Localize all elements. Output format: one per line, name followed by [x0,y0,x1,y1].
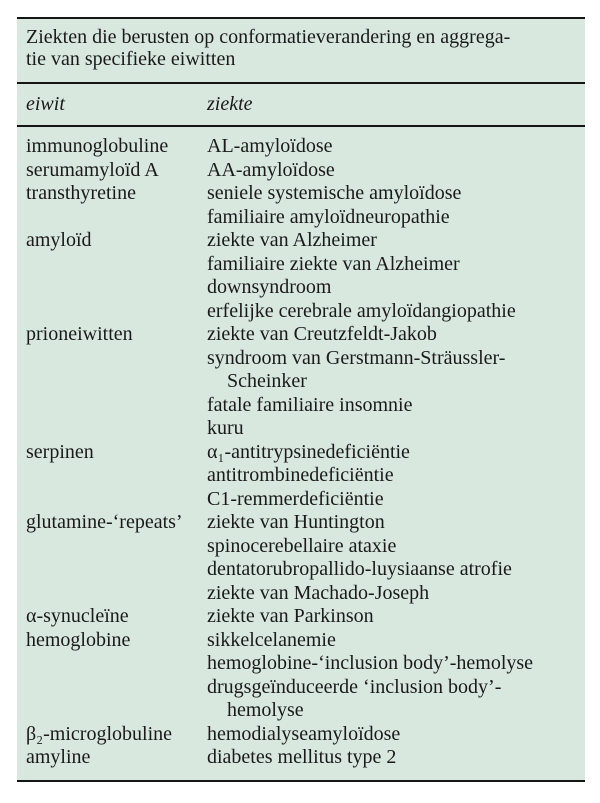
table-row [26,441,585,512]
disease-line: ziekte van Creutzfeldt-Jakob [207,323,437,345]
disease-line: AL-amyloïdose [207,135,333,157]
disease-line: sikkelcelanemie [207,628,336,651]
disease-line: ziekte van Huntington [207,511,385,533]
protein-cell: amyline [26,746,91,768]
protein-cell: α-synucleïne [26,605,129,627]
disease-line: familiaire amyloïdneuropathie [207,205,450,228]
table-row [26,723,585,747]
disease-line: AA-amyloïdose [207,158,335,181]
disease-line-continuation: hemolyse [227,699,304,721]
disease-cell [207,159,585,183]
table-row [26,323,585,441]
disease-cell [207,229,585,323]
disease-cell [207,323,585,441]
disease-line: fatale familiaire insomnie [207,393,413,416]
protein-cell: immunoglobuline [26,135,169,157]
protein-cell: serumamyloïd A [26,158,159,181]
table-body [17,127,585,780]
table-row [26,605,585,629]
disease-line: downsyndroom [207,276,332,298]
table-title-line-2: tie van specifieke eiwitten [26,48,236,70]
column-header-ziekte: ziekte [207,93,253,115]
disease-cell [207,511,585,605]
disease-cell [207,723,585,747]
disease-line: ziekte van Parkinson [207,605,374,627]
disease-cell [207,746,585,770]
disease-line: familiaire ziekte van Alzheimer [207,252,460,275]
table-title [17,19,585,84]
disease-line: diabetes mellitus type 2 [207,746,397,768]
disease-line-continuation: Scheinker [227,370,307,392]
disease-line: syndroom van Gerstmann-Sträussler- [207,346,506,369]
disease-line: α₁-antitrypsinedeficiëntie [207,440,410,463]
table-row [26,182,585,229]
protein-cell: glutamine-‘repeats’ [26,511,183,533]
disease-line: dentatorubropallido-luysiaanse atrofie [207,558,512,580]
disease-line: kuru [207,417,244,439]
disease-line: ziekte van Alzheimer [207,229,377,251]
disease-line: antitrombinedeficiëntie [207,464,394,486]
disease-line: C1-remmerdeficiëntie [207,487,384,510]
protein-cell: prioneiwitten [26,323,133,345]
disease-line: erfelijke cerebrale amyloïdangiopathie [207,299,516,322]
disease-cell [207,182,585,229]
table-row [26,159,585,183]
table-row [26,746,585,770]
table-row [26,629,585,723]
disease-line: hemodialyseamyloïdose [207,722,401,745]
table-row [26,135,585,159]
protein-cell: serpinen [26,440,94,463]
disease-line: spinocerebellaire ataxie [207,534,397,557]
disease-cell [207,605,585,629]
disease-line: ziekte van Machado-Joseph [207,581,430,604]
disease-line: seniele systemische amyloïdose [207,182,462,204]
disease-line: hemoglobine-‘inclusion body’-hemolyse [207,652,534,674]
protein-cell: transthyretine [26,182,136,204]
protein-cell: β₂-microglobuline [26,722,173,745]
disease-cell [207,441,585,512]
disease-cell [207,135,585,159]
disease-table [17,17,585,782]
table-column-headers [17,84,585,127]
disease-cell [207,629,585,723]
table-row [26,229,585,323]
protein-cell: amyloïd [26,229,92,251]
protein-cell: hemoglobine [26,628,131,651]
disease-line: drugsgeïnduceerde ‘inclusion body’- [207,675,502,698]
column-header-eiwit: eiwit [26,93,65,115]
table-title-line-1: Ziekten die berusten op conformatieverandering en aggrega- [26,26,511,48]
table-row [26,511,585,605]
